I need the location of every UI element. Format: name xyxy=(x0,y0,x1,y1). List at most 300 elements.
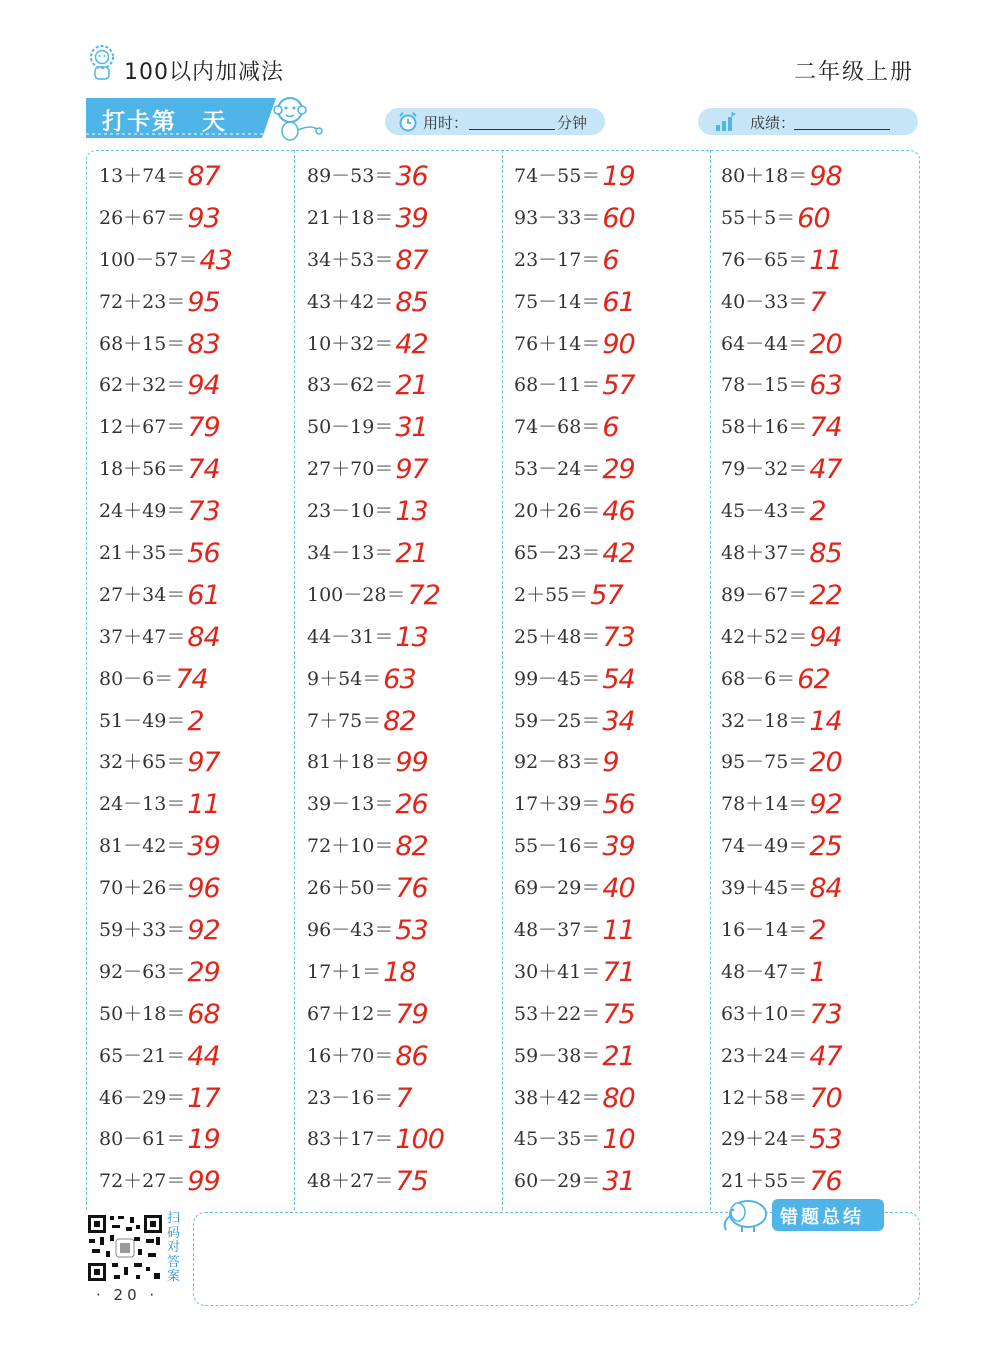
exercise-question: 16－14＝ xyxy=(721,919,808,942)
handwritten-answer: 61 xyxy=(187,579,220,611)
exercise-equation xyxy=(721,786,842,821)
score-label: 成绩： xyxy=(750,114,796,132)
exercise-row xyxy=(514,860,714,905)
exercise-row xyxy=(307,232,507,274)
handwritten-answer: 20 xyxy=(809,328,842,360)
exercise-row xyxy=(99,483,299,528)
handwritten-answer: 29 xyxy=(187,956,220,988)
exercise-question: 29＋24＝ xyxy=(721,1128,808,1151)
exercise-question: 48＋37＝ xyxy=(721,542,808,565)
exercise-equation xyxy=(99,912,220,947)
exercise-question: 53－24＝ xyxy=(514,458,601,481)
exercise-question: 81＋18＝ xyxy=(307,751,394,774)
exercise-equation xyxy=(307,996,428,1030)
exercise-equation xyxy=(307,326,428,360)
exercise-equation xyxy=(99,661,208,695)
exercise-question: 48－37＝ xyxy=(514,919,601,942)
alarm-clock-icon xyxy=(397,111,419,133)
exercise-equation xyxy=(99,451,220,486)
exercise-question: 21＋55＝ xyxy=(721,1170,808,1193)
exercise-equation xyxy=(99,996,220,1030)
exercise-equation xyxy=(99,200,220,234)
exercise-equation xyxy=(99,954,220,988)
exercise-equation xyxy=(99,242,232,276)
exercise-question: 59－25＝ xyxy=(514,709,601,732)
handwritten-answer: 63 xyxy=(383,663,416,695)
exercise-equation xyxy=(514,158,635,192)
exercise-question: 32－18＝ xyxy=(721,709,808,732)
exercise-equation xyxy=(99,703,204,737)
exercise-equation xyxy=(307,619,428,653)
exercise-question: 45－43＝ xyxy=(721,500,808,523)
exercise-row xyxy=(99,274,299,316)
handwritten-answer: 21 xyxy=(395,370,428,402)
exercise-row xyxy=(721,734,921,779)
exercise-row xyxy=(307,399,507,444)
exercise-equation xyxy=(99,786,220,821)
handwritten-answer: 39 xyxy=(395,202,428,234)
exercise-row xyxy=(514,316,714,358)
exercise-row xyxy=(99,441,299,486)
exercise-question: 37＋47＝ xyxy=(99,625,186,648)
handwritten-answer: 47 xyxy=(809,454,842,486)
exercise-equation xyxy=(514,284,635,318)
exercise-row xyxy=(99,1028,299,1070)
exercise-equation xyxy=(514,1121,635,1156)
handwritten-answer: 97 xyxy=(395,454,428,486)
handwritten-answer: 98 xyxy=(809,161,842,192)
exercise-equation xyxy=(307,200,428,234)
minutes-label: 分钟 xyxy=(557,114,588,132)
exercise-question: 53＋22＝ xyxy=(514,1002,601,1025)
exercise-row xyxy=(307,776,507,821)
exercise-equation xyxy=(514,367,635,402)
handwritten-answer: 72 xyxy=(407,579,440,611)
exercise-row xyxy=(307,1028,507,1070)
handwritten-answer: 31 xyxy=(395,412,428,444)
exercise-row xyxy=(514,986,714,1028)
exercise-equation xyxy=(721,619,842,653)
exercise-question: 67＋12＝ xyxy=(307,1002,394,1025)
exercise-equation xyxy=(721,661,830,695)
exercise-question: 23＋24＝ xyxy=(721,1044,808,1067)
exercise-equation xyxy=(307,744,428,779)
exercise-row xyxy=(514,609,714,651)
handwritten-answer: 56 xyxy=(602,789,635,821)
exercise-equation xyxy=(721,1080,842,1114)
exercise-row xyxy=(721,902,921,947)
handwritten-answer: 100 xyxy=(395,1124,444,1156)
handwritten-answer: 73 xyxy=(809,998,842,1030)
exercise-row xyxy=(514,944,714,986)
handwritten-answer: 17 xyxy=(187,1082,220,1114)
page-header xyxy=(0,0,1000,95)
exercise-row xyxy=(99,693,299,735)
exercise-equation xyxy=(721,451,842,486)
score-blank[interactable] xyxy=(794,129,890,130)
handwritten-answer: 87 xyxy=(395,244,428,276)
exercise-equation xyxy=(99,535,220,570)
exercise-row xyxy=(99,734,299,779)
exercise-question: 80－6＝ xyxy=(99,667,174,690)
exercise-row xyxy=(514,357,714,402)
exercise-row xyxy=(514,399,714,444)
exercise-row xyxy=(99,860,299,905)
mistake-summary-tag xyxy=(772,1199,884,1231)
handwritten-answer: 43 xyxy=(199,244,232,276)
exercise-row xyxy=(721,190,921,232)
exercise-question: 50＋18＝ xyxy=(99,1002,186,1025)
exercise-question: 9＋54＝ xyxy=(307,667,382,690)
exercise-equation xyxy=(99,367,220,402)
handwritten-answer: 68 xyxy=(187,998,220,1030)
exercise-question: 78＋14＝ xyxy=(721,793,808,816)
exercise-question: 64－44＝ xyxy=(721,332,808,355)
exercise-row xyxy=(721,818,921,863)
handwritten-answer: 73 xyxy=(602,621,635,653)
exercise-question: 96－43＝ xyxy=(307,919,394,942)
exercise-question: 92－83＝ xyxy=(514,751,601,774)
exercise-equation xyxy=(514,912,635,947)
exercise-equation xyxy=(99,744,220,779)
exercise-question: 24－13＝ xyxy=(99,793,186,816)
exercise-equation xyxy=(514,661,635,695)
exercise-row xyxy=(514,818,714,863)
lion-icon xyxy=(86,44,118,82)
exercise-row xyxy=(514,190,714,232)
exercise-equation xyxy=(307,535,428,570)
exercise-row xyxy=(99,399,299,444)
handwritten-answer: 86 xyxy=(395,1040,428,1072)
exercise-row xyxy=(514,525,714,570)
exercise-question: 39＋45＝ xyxy=(721,877,808,900)
grade-label: 二年级上册 xyxy=(793,60,914,85)
exercise-question: 70＋26＝ xyxy=(99,877,186,900)
exercise-question: 95－75＝ xyxy=(721,751,808,774)
handwritten-answer: 94 xyxy=(809,621,842,653)
exercise-equation xyxy=(307,1080,412,1114)
handwritten-answer: 2 xyxy=(187,705,204,737)
handwritten-answer: 47 xyxy=(809,1040,842,1072)
exercise-row xyxy=(99,944,299,986)
exercise-equation xyxy=(514,954,635,988)
exercise-column-4 xyxy=(721,148,921,1198)
exercise-equation xyxy=(514,535,635,570)
handwritten-answer: 83 xyxy=(187,328,220,360)
handwritten-answer: 7 xyxy=(395,1082,412,1114)
handwritten-answer: 85 xyxy=(809,538,842,570)
exercise-row xyxy=(99,902,299,947)
exercise-equation xyxy=(514,996,635,1030)
exercise-row xyxy=(721,232,921,274)
exercise-equation xyxy=(514,326,635,360)
handwritten-answer: 39 xyxy=(602,831,635,863)
exercise-row xyxy=(99,1111,299,1156)
exercise-question: 43＋42＝ xyxy=(307,290,394,313)
exercise-question: 27＋34＝ xyxy=(99,583,186,606)
exercise-row xyxy=(514,483,714,528)
exercise-row xyxy=(99,567,299,609)
exercise-question: 68－11＝ xyxy=(514,374,601,397)
exercise-equation xyxy=(307,828,428,863)
exercise-question: 48＋27＝ xyxy=(307,1170,394,1193)
handwritten-answer: 92 xyxy=(809,789,842,821)
handwritten-answer: 74 xyxy=(187,454,220,486)
exercise-question: 20＋26＝ xyxy=(514,500,601,523)
handwritten-answer: 36 xyxy=(395,161,428,192)
handwritten-answer: 7 xyxy=(809,286,826,318)
exercise-question: 58＋16＝ xyxy=(721,416,808,439)
exercise-question: 59＋33＝ xyxy=(99,919,186,942)
exercise-equation xyxy=(307,1121,444,1156)
exercise-question: 83－62＝ xyxy=(307,374,394,397)
exercise-question: 16＋70＝ xyxy=(307,1044,394,1067)
exercise-row xyxy=(99,316,299,358)
exercise-row xyxy=(721,693,921,735)
exercise-equation xyxy=(514,1163,635,1198)
exercise-question: 68－6＝ xyxy=(721,667,796,690)
handwritten-answer: 11 xyxy=(602,915,635,947)
exercise-question: 55－16＝ xyxy=(514,835,601,858)
exercise-equation xyxy=(721,409,842,444)
exercise-equation xyxy=(721,326,842,360)
handwritten-answer: 44 xyxy=(187,1040,220,1072)
exercise-row xyxy=(721,441,921,486)
exercise-equation xyxy=(721,912,826,947)
exercise-equation xyxy=(514,1038,635,1072)
score-field xyxy=(698,108,918,135)
exercise-question: 23－16＝ xyxy=(307,1086,394,1109)
handwritten-answer: 39 xyxy=(187,831,220,863)
exercise-question: 100－28＝ xyxy=(307,583,406,606)
exercise-equation xyxy=(514,744,619,779)
handwritten-answer: 9 xyxy=(602,747,619,779)
handwritten-answer: 93 xyxy=(187,202,220,234)
exercise-equation xyxy=(99,1080,220,1114)
exercise-question: 45－35＝ xyxy=(514,1128,601,1151)
exercise-row xyxy=(514,693,714,735)
exercise-question: 27＋70＝ xyxy=(307,458,394,481)
exercise-equation xyxy=(721,1121,842,1156)
exercise-equation xyxy=(721,954,826,988)
exercise-equation xyxy=(514,451,635,486)
exercise-equation xyxy=(514,828,635,863)
handwritten-answer: 84 xyxy=(809,873,842,905)
exercise-equation xyxy=(307,703,416,737)
exercise-question: 80－61＝ xyxy=(99,1128,186,1151)
exercise-row xyxy=(514,148,714,190)
exercise-question: 39－13＝ xyxy=(307,793,394,816)
handwritten-answer: 19 xyxy=(602,161,635,192)
exercise-row xyxy=(307,316,507,358)
handwritten-answer: 18 xyxy=(383,956,416,988)
exercise-question: 69－29＝ xyxy=(514,877,601,900)
handwritten-answer: 71 xyxy=(602,956,635,988)
mistake-summary-title: 错题总结 xyxy=(780,1207,864,1228)
exercise-column-3 xyxy=(514,148,714,1198)
exercise-question: 89－53＝ xyxy=(307,165,394,187)
handwritten-answer: 70 xyxy=(809,1082,842,1114)
book-title: 100以内加减法 xyxy=(124,60,284,85)
exercise-question: 17＋1＝ xyxy=(307,960,382,983)
handwritten-answer: 97 xyxy=(187,747,220,779)
handwritten-answer: 60 xyxy=(602,202,635,234)
elephant-icon xyxy=(718,1194,774,1234)
exercise-equation xyxy=(307,409,428,444)
exercise-question: 72＋27＝ xyxy=(99,1170,186,1193)
page-number: · 20 · xyxy=(96,1286,159,1304)
exercise-equation xyxy=(307,577,440,611)
exercise-question: 25＋48＝ xyxy=(514,625,601,648)
exercise-question: 59－38＝ xyxy=(514,1044,601,1067)
handwritten-answer: 13 xyxy=(395,621,428,653)
exercise-equation xyxy=(721,493,826,528)
exercise-row xyxy=(99,986,299,1028)
exercise-equation xyxy=(514,577,623,611)
exercise-equation xyxy=(99,870,220,905)
exercise-equation xyxy=(99,619,220,653)
exercise-question: 34＋53＝ xyxy=(307,248,394,271)
exercise-row xyxy=(307,148,507,190)
exercise-question: 51－49＝ xyxy=(99,709,186,732)
exercise-question: 34－13＝ xyxy=(307,542,394,565)
exercise-question: 23－10＝ xyxy=(307,500,394,523)
exercise-equation xyxy=(99,409,220,444)
exercise-row xyxy=(99,148,299,190)
exercise-question: 23－17＝ xyxy=(514,248,601,271)
exercise-equation xyxy=(721,1038,842,1072)
exercise-row xyxy=(514,1111,714,1156)
exercise-equation xyxy=(307,1163,428,1198)
exercise-row xyxy=(307,1111,507,1156)
exercise-row xyxy=(99,1070,299,1112)
exercise-equation xyxy=(307,1038,428,1072)
handwritten-answer: 11 xyxy=(187,789,220,821)
exercise-equation xyxy=(721,828,842,863)
handwritten-answer: 95 xyxy=(187,286,220,318)
exercise-question: 74－49＝ xyxy=(721,835,808,858)
exercise-row xyxy=(721,274,921,316)
exercise-question: 55＋5＝ xyxy=(721,206,796,229)
exercise-row xyxy=(721,986,921,1028)
monkey-icon xyxy=(268,94,324,142)
exercise-question: 76＋14＝ xyxy=(514,332,601,355)
exercise-question: 30＋41＝ xyxy=(514,960,601,983)
exercise-row xyxy=(307,567,507,609)
exercise-equation xyxy=(514,409,619,444)
exercise-equation xyxy=(307,870,428,905)
time-blank[interactable] xyxy=(469,129,555,130)
handwritten-answer: 87 xyxy=(187,161,220,192)
exercise-equation xyxy=(514,200,635,234)
qr-caption: 扫码对答案 xyxy=(167,1211,181,1284)
handwritten-answer: 53 xyxy=(809,1124,842,1156)
checkin-banner-text: 打卡第 天 xyxy=(102,109,227,135)
handwritten-answer: 73 xyxy=(187,496,220,528)
exercise-equation xyxy=(307,493,428,528)
exercise-row xyxy=(721,567,921,609)
exercise-question: 79－32＝ xyxy=(721,458,808,481)
exercise-row xyxy=(514,441,714,486)
handwritten-answer: 10 xyxy=(602,1124,635,1156)
handwritten-answer: 31 xyxy=(602,1166,635,1198)
handwritten-answer: 54 xyxy=(602,663,635,695)
exercise-question: 75－14＝ xyxy=(514,290,601,313)
exercise-equation xyxy=(99,284,220,318)
exercise-question: 2＋55＝ xyxy=(514,583,589,606)
exercise-column-2 xyxy=(307,148,507,1198)
exercise-row xyxy=(514,1028,714,1070)
exercise-equation xyxy=(721,577,842,611)
exercise-equation xyxy=(721,535,842,570)
qr-code[interactable] xyxy=(86,1213,164,1283)
exercise-equation xyxy=(307,367,428,402)
exercise-question: 26＋50＝ xyxy=(307,877,394,900)
exercise-equation xyxy=(721,158,842,192)
exercise-row xyxy=(307,441,507,486)
exercise-question: 26＋67＝ xyxy=(99,206,186,229)
exercise-row xyxy=(514,232,714,274)
exercise-question: 99－45＝ xyxy=(514,667,601,690)
exercise-question: 68＋15＝ xyxy=(99,332,186,355)
handwritten-answer: 25 xyxy=(809,831,842,863)
exercise-equation xyxy=(514,870,635,905)
exercise-equation xyxy=(99,326,220,360)
exercise-row xyxy=(721,1153,921,1198)
handwritten-answer: 21 xyxy=(602,1040,635,1072)
exercise-row xyxy=(721,1070,921,1112)
exercise-question: 32＋65＝ xyxy=(99,751,186,774)
exercise-equation xyxy=(307,954,416,988)
exercise-question: 63＋10＝ xyxy=(721,1002,808,1025)
exercise-equation xyxy=(307,912,428,947)
exercise-question: 100－57＝ xyxy=(99,248,198,271)
exercise-equation xyxy=(99,1038,220,1072)
exercise-equation xyxy=(721,744,842,779)
handwritten-answer: 34 xyxy=(602,705,635,737)
handwritten-answer: 75 xyxy=(395,1166,428,1198)
exercise-equation xyxy=(99,1121,220,1156)
handwritten-answer: 99 xyxy=(395,747,428,779)
exercise-row xyxy=(99,609,299,651)
exercise-row xyxy=(721,651,921,693)
handwritten-answer: 80 xyxy=(602,1082,635,1114)
exercise-row xyxy=(514,274,714,316)
exercise-equation xyxy=(307,242,428,276)
handwritten-answer: 74 xyxy=(175,663,208,695)
exercise-equation xyxy=(514,493,635,528)
handwritten-answer: 62 xyxy=(797,663,830,695)
handwritten-answer: 79 xyxy=(187,412,220,444)
exercise-row xyxy=(721,148,921,190)
exercise-equation xyxy=(514,619,635,653)
exercise-equation xyxy=(721,1163,842,1198)
handwritten-answer: 82 xyxy=(383,705,416,737)
exercise-row xyxy=(307,274,507,316)
handwritten-answer: 76 xyxy=(395,873,428,905)
exercise-question: 83＋17＝ xyxy=(307,1128,394,1151)
handwritten-answer: 42 xyxy=(395,328,428,360)
exercise-equation xyxy=(307,661,416,695)
exercise-row xyxy=(307,609,507,651)
chart-icon xyxy=(714,111,738,133)
handwritten-answer: 6 xyxy=(602,244,619,276)
exercise-equation xyxy=(721,200,830,234)
exercise-equation xyxy=(99,158,220,192)
exercise-equation xyxy=(721,996,842,1030)
exercise-row xyxy=(307,525,507,570)
exercise-equation xyxy=(514,242,619,276)
